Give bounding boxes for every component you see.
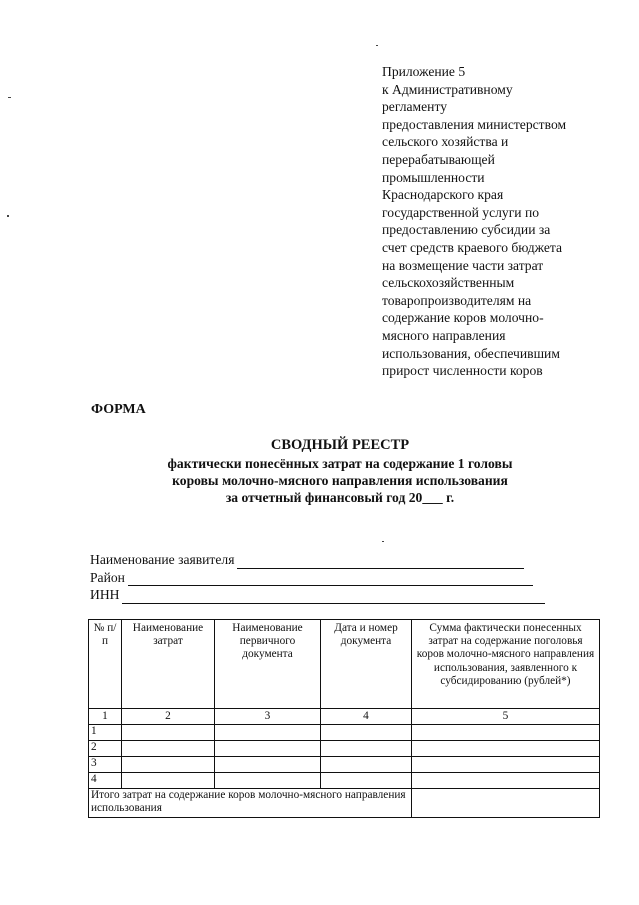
header-cell: Дата и номер документа [321,620,412,709]
inn-blank-line[interactable] [122,590,545,604]
total-label-cell: Итого затрат на содержание коров молочно-мясного направления использования [89,789,412,818]
form-label: ФОРМА [91,402,146,417]
empty-cell[interactable] [412,741,600,757]
empty-cell[interactable] [321,757,412,773]
appendix-line: содержание коров молочно- [382,310,544,326]
empty-cell[interactable] [215,741,321,757]
column-number-cell: 1 [89,709,122,725]
column-number-row [89,709,600,725]
title-line: фактически понесённых затрат на содержание 1 головы [167,456,513,471]
empty-cell[interactable] [412,757,600,773]
table-row [89,773,600,789]
appendix-line: государственной услуги по [382,204,540,220]
empty-cell[interactable] [215,773,321,789]
table-header-row [89,620,600,709]
appendix-line: на возмещение части затрат [382,257,544,273]
appendix-line: Приложение 5 [382,64,466,79]
empty-cell[interactable] [412,773,600,789]
empty-cell[interactable] [215,725,321,741]
appendix-line: регламенту [382,99,448,115]
appendix-line: Краснодарского края [382,187,504,203]
row-number-cell: 4 [89,773,122,789]
total-row [89,789,600,818]
registry-title [90,436,590,506]
district-field-row [90,569,560,587]
title-line: за отчетный финансовый год 20___ г. [225,490,455,505]
appendix-line: перерабатывающей [382,151,495,167]
column-number-cell: 4 [321,709,412,725]
title-heading: СВОДНЫЙ РЕЕСТР [270,437,410,453]
scan-speck [7,215,9,217]
header-cell: Сумма фактически понесенных затрат на содержание поголовья коров молочно-мясного направления использования, заявленного к субсидированию (рублей*) [412,620,600,709]
empty-cell[interactable] [321,741,412,757]
scan-speck [382,541,384,542]
inn-label: ИНН [90,587,120,602]
empty-cell[interactable] [321,773,412,789]
applicant-fields [90,551,560,604]
table-row [89,741,600,757]
title-line: коровы молочно-мясного направления использования [172,473,508,488]
column-number-cell: 3 [215,709,321,725]
empty-cell[interactable] [122,741,215,757]
row-number-cell: 1 [89,725,122,741]
header-cell: Наименование затрат [122,620,215,709]
empty-cell[interactable] [321,725,412,741]
table-row [89,757,600,773]
applicant-label: Наименование заявителя [90,552,235,567]
scan-speck [376,45,378,46]
registry-table [88,619,600,818]
appendix-line: прирост численности коров [382,363,543,379]
appendix-line: сельскохозяйственным [382,275,515,291]
appendix-line: промышленности [382,169,485,185]
appendix-line: предоставлению субсидии за [382,222,551,238]
appendix-line: к Административному [382,81,513,97]
empty-cell[interactable] [122,757,215,773]
appendix-line: счет средств краевого бюджета [382,239,563,255]
district-blank-line[interactable] [128,572,533,586]
appendix-line: предоставления министерством [382,116,567,132]
empty-cell[interactable] [412,725,600,741]
appendix-line: мясного направления [382,327,506,343]
applicant-field-row [90,551,560,569]
appendix-line: использования, обеспечившим [382,345,560,361]
empty-cell[interactable] [122,725,215,741]
row-number-cell: 2 [89,741,122,757]
row-number-cell: 3 [89,757,122,773]
header-cell: № п/п [89,620,122,709]
empty-cell[interactable] [122,773,215,789]
appendix-line: товаропроизводителям на [382,292,532,308]
column-number-cell: 2 [122,709,215,725]
header-cell: Наименование первичного документа [215,620,321,709]
appendix-block [382,63,602,380]
table-row [89,725,600,741]
empty-cell[interactable] [215,757,321,773]
scan-speck [8,97,11,98]
column-number-cell: 5 [412,709,600,725]
appendix-line: сельского хозяйства и [382,134,509,150]
applicant-blank-line[interactable] [237,555,524,569]
total-value-cell[interactable] [412,789,600,818]
inn-field-row [90,586,560,604]
district-label: Район [90,569,125,585]
